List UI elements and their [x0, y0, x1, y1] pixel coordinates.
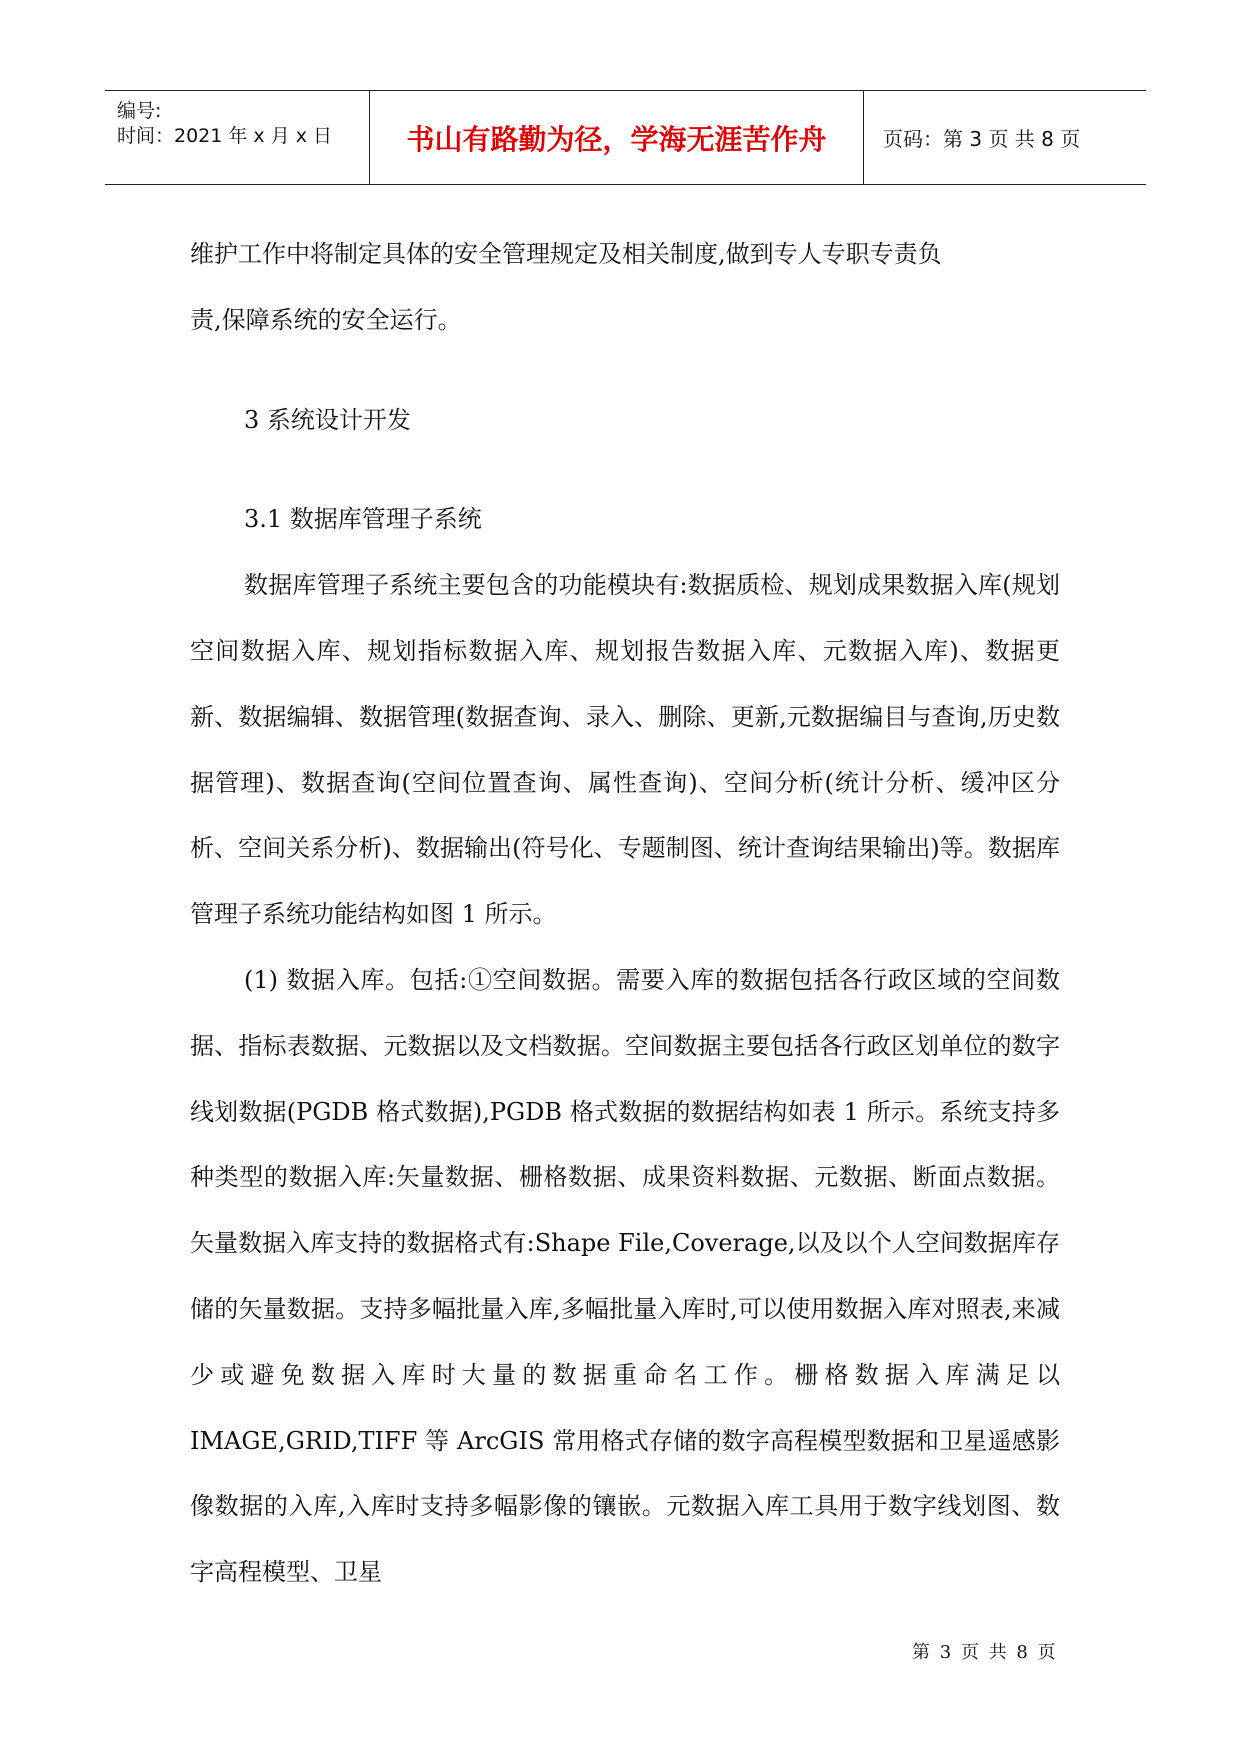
subsection-heading: 3.1 数据库管理子系统: [244, 505, 482, 534]
paragraph-data-import: (1) 数据入库。包括:①空间数据。需要入库的数据包括各行政区域的空间数据、指标表数据、元数据以及文档数据。空间数据主要包括各行政区划单位的数字线划数据(PGDB 格式数据),PGDB 格式数据的数据结构如表 1 所示。系统支持多种类型的数据入库:矢量数据、栅格数据、成果资料数据、元数据、断面点数据。矢量数据入库支持的数据格式有:Shape File,Coverage,以及以个人空间数据库存储的矢量数据。支持多幅批量入库,多幅批量入库时,可以使用数据入库对照表,来减少或避免数据入库时大量的数据重命名工作。栅格数据入库满足以 IMAGE,GRID,TIFF 等 ArcGIS 常用格式存储的数字高程模型数据和卫星遥感影像数据的入库,入库时支持多幅影像的镶嵌。元数据入库工具用于数字线划图、数字高程模型、卫星: [190, 965, 1060, 1587]
header-page-info: 页码：第 3 页 共 8 页: [883, 127, 1081, 151]
header-info-cell: [105, 91, 370, 184]
header-motto: 书山有路勤为径，学海无涯苦作舟: [370, 91, 864, 184]
paragraph-database-subsystem: 数据库管理子系统主要包含的功能模块有:数据质检、规划成果数据入库(规划空间数据入库、规划指标数据入库、规划报告数据入库、元数据入库)、数据更新、数据编辑、数据管理(数据查询、录入、删除、更新,元数据编目与查询,历史数据管理)、数据查询(空间位置查询、属性查询)、空间分析(统计分析、缓冲区分析、空间关系分析)、数据输出(符号化、专题制图、统计查询结果输出)等。数据库管理子系统功能结构如图 1 所示。: [190, 571, 1060, 929]
document-time-label: 时间：2021 年 x 月 x 日: [117, 125, 333, 147]
document-number-label: 编号:: [117, 100, 162, 122]
document-body: [190, 222, 1060, 1606]
paragraph-continuation-line2: 责,保障系统的安全运行。: [190, 305, 462, 334]
section-heading: 3 系统设计开发: [244, 405, 411, 434]
page-footer: 第 3 页 共 8 页: [912, 1642, 1058, 1663]
document-header: [105, 90, 1146, 185]
paragraph-continuation-line1: 维护工作中将制定具体的安全管理规定及相关制度,做到专人专职专责负: [190, 240, 942, 268]
